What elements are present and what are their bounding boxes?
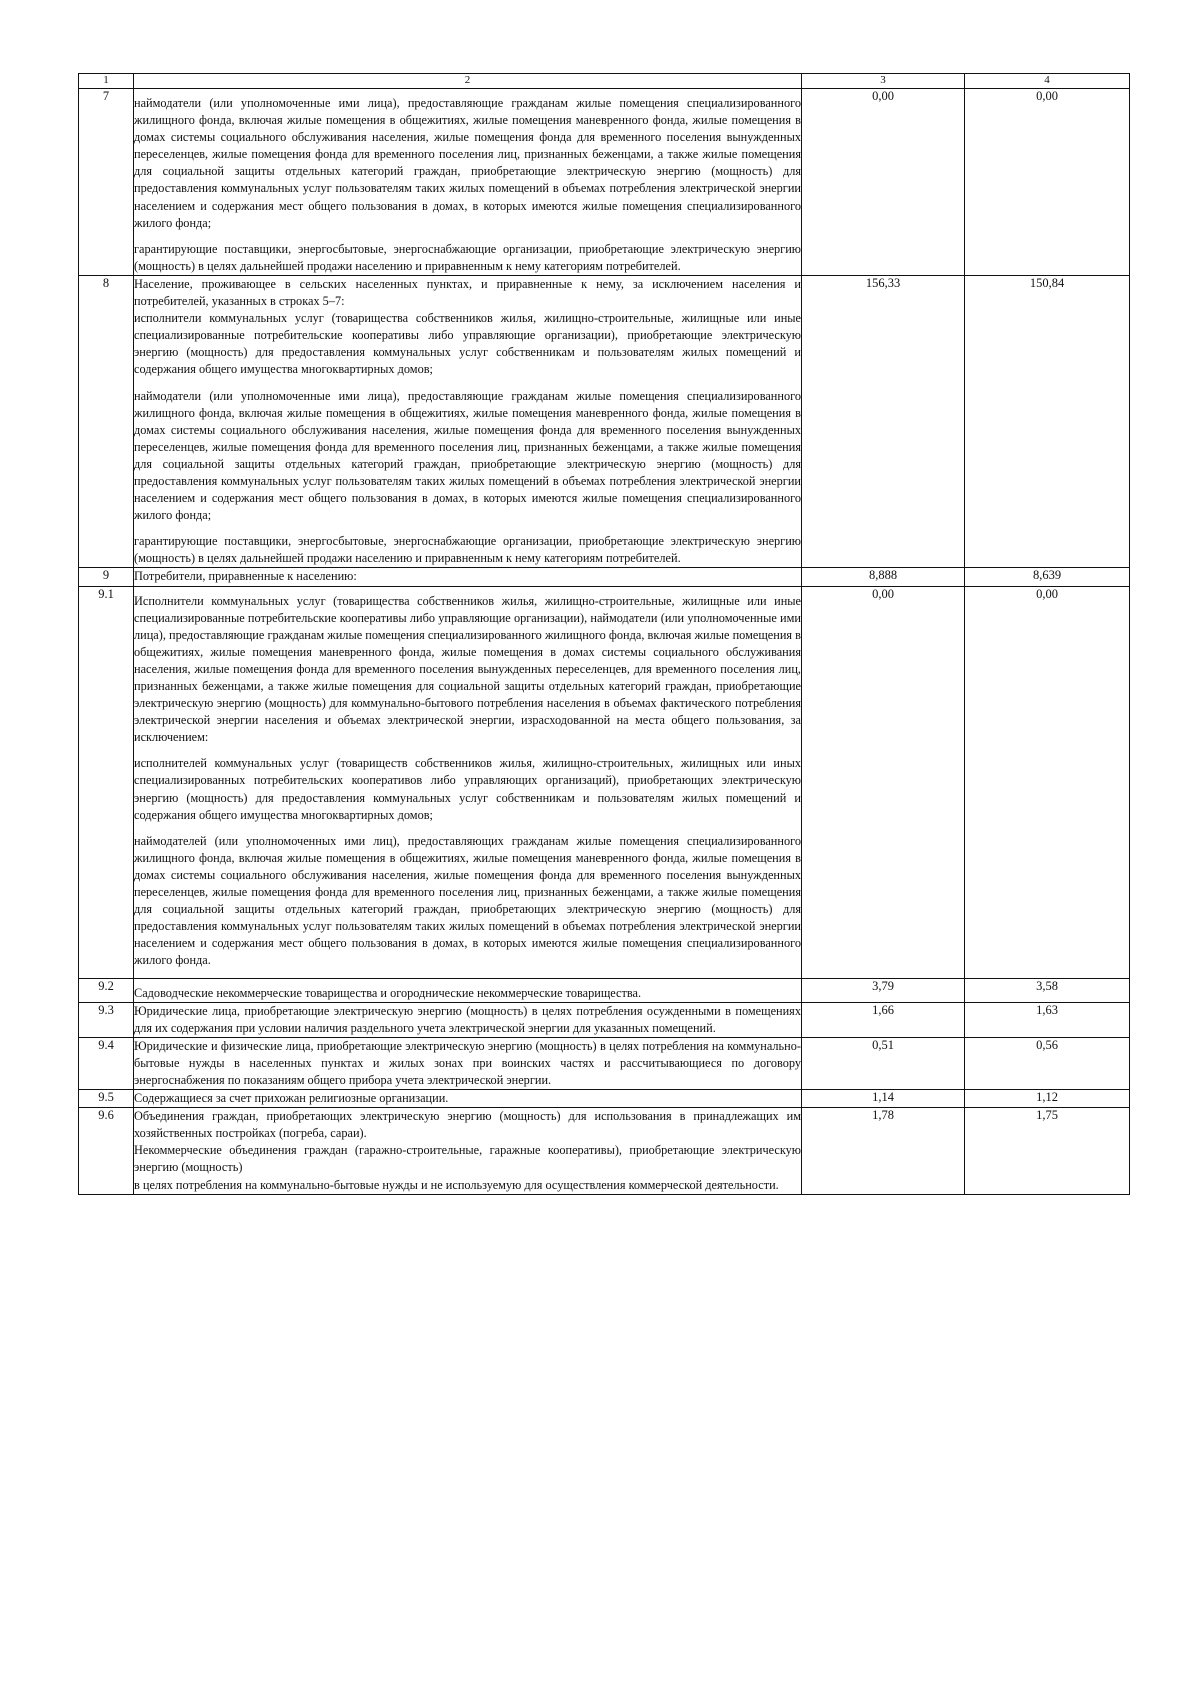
row-number: 9.3 xyxy=(79,1002,134,1037)
column-number: 4 xyxy=(965,74,1130,89)
value-col3: 1,14 xyxy=(802,1090,965,1108)
table-row xyxy=(79,1002,1130,1037)
row-paragraph: Юридические лица, приобретающие электрическую энергию (мощность) в целях потребления осужденными в помещениях для их содержания при условии наличия раздельного учета электрической энергии для указанных помещений. xyxy=(134,1003,801,1035)
row-description xyxy=(134,978,802,1002)
row-paragraph: гарантирующие поставщики, энергосбытовые, энергоснабжающие организации, приобретающие электрическую энергию (мощность) в целях дальнейшей продажи населению и приравненным к нему категориям потребителей. xyxy=(134,241,801,273)
row-paragraph: наймодатели (или уполномоченные ими лица), предоставляющие гражданам жилые помещения специализированного жилищного фонда, включая жилые помещения в общежитиях, жилые помещения маневренного фонда, жилые помещения в домах системы социального обслуживания населения, жилые помещения фонда для временного поселения вынужденных переселенцев, жилые помещения фонда для временного поселения лиц, признанных беженцами, а также жилые помещения для социальной защиты отдельных категорий граждан, приобретающие электрическую энергию (мощность) для предоставления коммунальных услуг пользователям таких жилых помещений в объемах потребления электрической энергии населением и содержания мест общего пользования в домах, в которых имеются жилые помещения специализированного жилого фонда; xyxy=(134,96,801,230)
row-description xyxy=(134,1002,802,1037)
row-paragraph: в целях потребления на коммунально-бытовые нужды и не используемую для осуществления коммерческой деятельности. xyxy=(134,1177,779,1192)
table-row xyxy=(79,568,1130,586)
value-col4: 0,56 xyxy=(965,1037,1130,1089)
row-paragraph: Содержащиеся за счет прихожан религиозные организации. xyxy=(134,1091,449,1106)
value-col4: 0,00 xyxy=(965,89,1130,276)
row-paragraph: наймодатели (или уполномоченные ими лица), предоставляющие гражданам жилые помещения специализированного жилищного фонда, включая жилые помещения в общежитиях, жилые помещения маневренного фонда, жилые помещения в домах системы социального обслуживания населения, жилые помещения фонда для временного поселения вынужденных переселенцев, жилые помещения фонда для временного поселения лиц, признанных беженцами, а также жилые помещения для социальной защиты отдельных категорий граждан, приобретающие электрическую энергию (мощность) для предоставления коммунальных услуг пользователям таких жилых помещений в объемах потребления электрической энергии населением и содержания мест общего пользования в домах, в которых имеются жилые помещения специализированного жилого фонда; xyxy=(134,388,801,523)
value-col4: 8,639 xyxy=(965,568,1130,586)
table-row xyxy=(79,89,1130,276)
value-col4: 1,75 xyxy=(965,1108,1130,1194)
value-col4: 150,84 xyxy=(965,275,1130,568)
row-paragraph: исполнителей коммунальных услуг (товариществ собственников жилья, жилищно-строительных, жилищных или иных специализированных потребительских кооперативов либо управляющих организаций), приобретающих электрическую энергию (мощность) для предоставления коммунальных услуг собственникам и пользователям жилых помещений и содержания общего имущества многоквартирных домов; xyxy=(134,756,801,822)
row-number: 9.4 xyxy=(79,1037,134,1089)
column-number: 1 xyxy=(79,74,134,89)
column-number-row xyxy=(79,74,1130,89)
row-description xyxy=(134,89,802,276)
value-col4: 3,58 xyxy=(965,978,1130,1002)
row-number: 9.1 xyxy=(79,586,134,978)
column-number: 2 xyxy=(134,74,802,89)
table-row xyxy=(79,978,1130,1002)
row-paragraph: Население, проживающее в сельских населенных пунктах, и приравненные к нему, за исключением населения и потребителей, указанных в строках 5–7: xyxy=(134,276,801,309)
row-description xyxy=(134,275,802,568)
row-paragraph: Юридические и физические лица, приобретающие электрическую энергию (мощность) в целях потребления на коммунально-бытовые нужды в населенных пунктах и жилых зонах при воинских частях и рассчитывающиеся по договору энергоснабжения по показаниям общего прибора учета электрической энергии. xyxy=(134,1038,801,1087)
row-description xyxy=(134,1108,802,1194)
row-paragraph: Объединения граждан, приобретающих электрическую энергию (мощность) для использования в принадлежащих им хозяйственных постройках (погреба, сараи). xyxy=(134,1109,801,1141)
row-paragraph: гарантирующие поставщики, энергосбытовые, энергоснабжающие организации, приобретающие электрическую энергию (мощность) в целях дальнейшей продажи населению и приравненным к нему категориям потребителей. xyxy=(134,534,801,566)
row-number: 9.6 xyxy=(79,1108,134,1194)
row-number: 9.2 xyxy=(79,978,134,1002)
value-col3: 156,33 xyxy=(802,275,965,568)
value-col3: 0,51 xyxy=(802,1037,965,1089)
row-paragraph: Потребители, приравненные к населению: xyxy=(134,569,357,584)
table-row xyxy=(79,1108,1130,1194)
value-col4: 1,12 xyxy=(965,1090,1130,1108)
value-col4: 0,00 xyxy=(965,586,1130,978)
value-col3: 8,888 xyxy=(802,568,965,586)
row-number: 8 xyxy=(79,275,134,568)
value-col3: 0,00 xyxy=(802,586,965,978)
row-paragraph: наймодателей (или уполномоченных ими лиц), предоставляющих гражданам жилые помещения специализированного жилищного фонда, включая жилые помещения в общежитиях, жилые помещения маневренного фонда, жилые помещения в домах системы социального обслуживания населения, жилые помещения фонда для временного поселения вынужденных переселенцев, жилые помещения фонда для временного поселения лиц, признанных беженцами, а также жилые помещения для социальной защиты отдельных категорий граждан, приобретающих электрическую энергию (мощность) для предоставления коммунальных услуг пользователям таких жилых помещений в объемах потребления электрической энергии населением и содержания мест общего пользования в домах, в которых имеются жилые помещения специализированного жилого фонда. xyxy=(134,833,801,968)
value-col3: 0,00 xyxy=(802,89,965,276)
tariff-table xyxy=(78,73,1130,1195)
table-row xyxy=(79,275,1130,568)
table-row xyxy=(79,1037,1130,1089)
row-number: 9 xyxy=(79,568,134,586)
row-paragraph: Некоммерческие объединения граждан (гаражно-строительные, гаражные кооперативы), приобретающие электрическую энергию (мощность) xyxy=(134,1143,801,1175)
row-paragraph: исполнители коммунальных услуг (товарищества собственников жилья, жилищно-строительные, жилищные или иные специализированные потребительские кооперативы либо управляющие организации), приобретающие электрическую энергию (мощность) для предоставления коммунальных услуг собственникам и пользователям жилых помещений и содержания общего имущества многоквартирных домов; xyxy=(134,311,801,377)
row-paragraph: Исполнители коммунальных услуг (товарищества собственников жилья, жилищно-строительные, жилищные или иные специализированные потребительские кооперативы либо управляющие организации), наймодатели (или уполномоченные ими лица), предоставляющие гражданам жилые помещения специализированного жилищного фонда, включая жилые помещения в общежитиях, жилые помещения маневренного фонда, жилые помещения в домах системы социального обслуживания населения, жилые помещения фонда для временного поселения вынужденных переселенцев, для временного поселения лиц, признанных беженцами, а также жилые помещения для социальной защиты отдельных категорий граждан, приобретающие электрическую энергию (мощность) для коммунально-бытового потребления населения в объемах фактического потребления электрической энергии населения и объемах электрической энергии, израсходованной на места общего пользования, за исключением: xyxy=(134,593,801,745)
row-number: 7 xyxy=(79,89,134,276)
row-description xyxy=(134,568,802,586)
row-paragraph: Садоводческие некоммерческие товарищества и огороднические некоммерческие товарищества. xyxy=(134,985,642,1000)
value-col3: 1,66 xyxy=(802,1002,965,1037)
table-row xyxy=(79,586,1130,978)
value-col3: 3,79 xyxy=(802,978,965,1002)
row-description xyxy=(134,1090,802,1108)
value-col3: 1,78 xyxy=(802,1108,965,1194)
row-number: 9.5 xyxy=(79,1090,134,1108)
table-row xyxy=(79,1090,1130,1108)
column-number: 3 xyxy=(802,74,965,89)
value-col4: 1,63 xyxy=(965,1002,1130,1037)
row-description xyxy=(134,586,802,978)
row-description xyxy=(134,1037,802,1089)
